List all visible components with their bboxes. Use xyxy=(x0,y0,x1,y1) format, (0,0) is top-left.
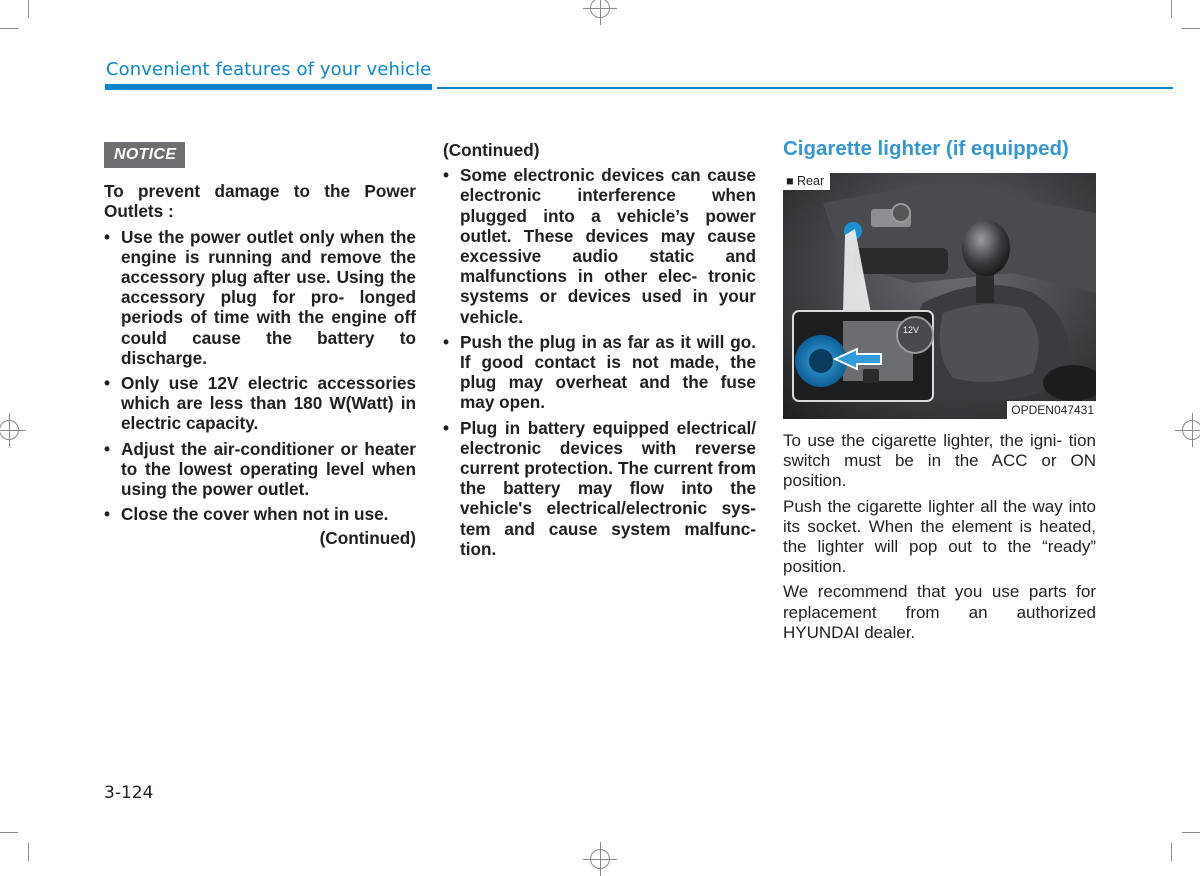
section-body xyxy=(783,431,1096,643)
notice-badge: NOTICE xyxy=(104,142,185,168)
list-item: • Close the cover when not in use. xyxy=(104,504,416,524)
registration-mark-bottom xyxy=(590,849,610,869)
section-header-title: Convenient features of your vehicle xyxy=(106,59,432,80)
continued-label: (Continued) xyxy=(319,528,416,549)
crop-mark xyxy=(1182,832,1200,833)
crop-mark xyxy=(0,832,18,833)
header-rule-thin xyxy=(437,87,1173,89)
notice-bullet-list xyxy=(104,227,416,525)
registration-mark-left xyxy=(0,420,19,440)
page-number: 3-124 xyxy=(104,783,154,803)
crop-mark xyxy=(28,843,29,861)
registration-mark-right xyxy=(1182,420,1200,440)
crop-mark xyxy=(1171,843,1172,861)
figure-tag-rear: ■ Rear xyxy=(783,173,830,190)
continued-heading: (Continued) xyxy=(443,140,540,160)
list-item: • Only use 12V electric accessories which are less than 180 W(Watt) in electric capacity. xyxy=(104,373,416,434)
column-right xyxy=(783,137,1096,648)
inset-socket-label: 12V xyxy=(903,325,920,335)
notice-intro: To prevent damage to the Power Outlets : xyxy=(104,181,416,222)
section-title: Cigarette lighter (if equipped) xyxy=(783,137,1069,160)
list-item: • Adjust the air-conditioner or heater to the lowest operating level when using the power outlet. xyxy=(104,439,416,500)
paragraph: Push the cigarette lighter all the way into its socket. When the element is heated, the lighter will pop out to the “ready” position. xyxy=(783,496,1096,577)
column-middle xyxy=(443,140,756,564)
paragraph: To use the cigarette lighter, the igni- tion switch must be in the ACC or ON position. xyxy=(783,431,1096,491)
cigarette-lighter-figure xyxy=(783,173,1096,419)
column-left xyxy=(104,140,416,549)
paragraph: We recommend that you use parts for replacement from an authorized HYUNDAI dealer. xyxy=(783,582,1096,642)
list-item: • Use the power outlet only when the engine is running and remove the accessory plug after use. Using the accessory plug for pro- longed periods of time with the engine off could cause the battery to discharge. xyxy=(104,227,416,368)
crop-mark xyxy=(1182,28,1200,29)
crop-mark xyxy=(0,28,18,29)
crop-mark xyxy=(28,0,29,18)
notice-bullet-list-continued xyxy=(443,165,756,559)
list-item: • Some electronic devices can cause electronic interference when plugged into a vehicle’s power outlet. These devices may cause excessive audio static and malfunctions in other elec- tronic systems or devices used in your vehicle. xyxy=(443,165,756,327)
figure-code: OPDEN047431 xyxy=(1007,401,1096,419)
console-illustration xyxy=(783,173,1096,419)
header-rule-thick xyxy=(105,84,432,90)
crop-mark xyxy=(1171,0,1172,18)
list-item: • Plug in battery equipped electrical/ electronic devices with reverse current protection. The current from the battery may flow into the vehicle's electrical/electronic sys- tem and cause system malfunc- tion. xyxy=(443,418,756,559)
list-item: • Push the plug in as far as it will go. If good contact is not made, the plug may overheat and the fuse may open. xyxy=(443,332,756,413)
registration-mark-top xyxy=(590,0,610,18)
